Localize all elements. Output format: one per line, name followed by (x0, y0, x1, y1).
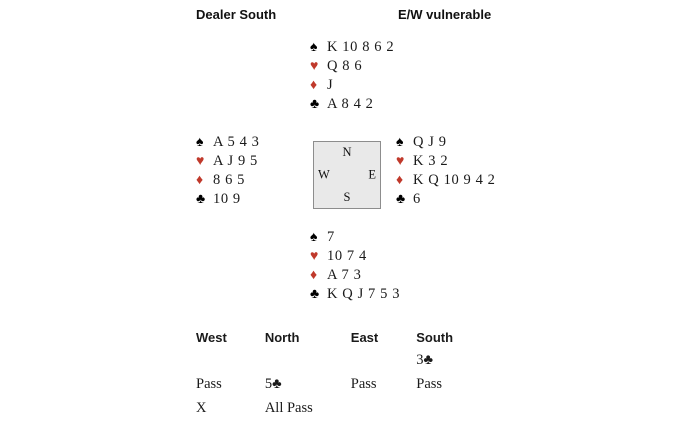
hand-east-hearts (396, 152, 496, 171)
hand-east-diamonds (396, 171, 496, 190)
club-icon: ♣ (310, 97, 320, 112)
spade-icon: ♠ (396, 135, 404, 150)
hand-south-hearts-cards: 10 7 4 (327, 248, 367, 264)
diamond-icon: ♦ (196, 173, 204, 188)
hand-south-clubs-cards: K Q J 7 5 3 (327, 286, 401, 302)
club-icon: ♣ (310, 287, 320, 302)
hand-north-spades-cards: K 10 8 6 2 (327, 39, 395, 55)
hand-west-clubs (196, 190, 260, 209)
hand-east-clubs-cards: 6 (413, 191, 421, 207)
hand-west-clubs-cards: 10 9 (213, 191, 241, 207)
diamond-icon: ♦ (396, 173, 404, 188)
auction-bid: 5♣ (264, 376, 282, 392)
heart-icon: ♥ (196, 154, 205, 169)
auction-row (196, 375, 453, 399)
auction-col-south: South (416, 330, 454, 345)
compass-south-label: S (343, 190, 351, 204)
hand-north-hearts (310, 57, 394, 76)
hand-east-hearts-cards: K 3 2 (413, 153, 449, 169)
hand-north-hearts-cards: Q 8 6 (327, 58, 363, 74)
auction-bid: Pass (416, 376, 443, 392)
hand-west-spades-cards: A 5 4 3 (213, 134, 260, 150)
hand-east-clubs (396, 190, 496, 209)
hand-south-spades (310, 228, 400, 247)
auction-col-west: West (196, 330, 227, 345)
diamond-icon: ♦ (310, 78, 318, 93)
compass-west-label: W (318, 167, 330, 182)
club-icon: ♣ (396, 192, 406, 207)
spade-icon: ♠ (310, 40, 318, 55)
vulnerability-label: E/W vulnerable (398, 7, 492, 22)
hand-south-diamonds-cards: A 7 3 (327, 267, 362, 283)
hand-west-diamonds (196, 171, 260, 190)
hand-west-diamonds-cards: 8 6 5 (213, 172, 245, 188)
hand-north-clubs-cards: A 8 4 2 (327, 96, 374, 112)
auction-bid (196, 351, 265, 375)
hand-south (310, 228, 400, 304)
auction-bid: All Pass (264, 400, 313, 416)
hand-west (196, 133, 260, 209)
auction-table (196, 330, 453, 423)
auction-bid: Pass (196, 376, 222, 392)
heart-icon: ♥ (310, 59, 319, 74)
hand-south-spades-cards: 7 (327, 229, 335, 245)
hand-south-clubs (310, 285, 400, 304)
auction-bid: 3♣ (416, 352, 434, 368)
hand-east-spades-cards: Q J 9 (413, 134, 447, 150)
auction-bid (351, 399, 416, 423)
hand-west-hearts-cards: A J 9 5 (213, 153, 258, 169)
auction-col-east: East (350, 330, 379, 345)
hand-east-diamonds-cards: K Q 10 9 4 2 (413, 172, 496, 188)
auction-row (196, 399, 453, 423)
heart-icon: ♥ (310, 249, 319, 264)
hand-north (310, 38, 394, 114)
heart-icon: ♥ (396, 154, 405, 169)
dealer-label: Dealer South (196, 7, 277, 22)
diamond-icon: ♦ (310, 268, 318, 283)
auction-bid (265, 351, 351, 375)
hand-north-spades (310, 38, 394, 57)
hand-south-diamonds (310, 266, 400, 285)
spade-icon: ♠ (310, 230, 318, 245)
hand-north-diamonds-cards: J (327, 77, 334, 93)
auction-row (196, 351, 453, 375)
hand-west-hearts (196, 152, 260, 171)
auction-bid (416, 399, 453, 423)
auction-bid: Pass (350, 376, 377, 392)
compass-north-label: N (342, 145, 352, 159)
auction-bid (351, 351, 416, 375)
club-icon: ♣ (196, 192, 206, 207)
hand-north-diamonds (310, 76, 394, 95)
auction-bid: X (196, 400, 207, 416)
hand-south-hearts (310, 247, 400, 266)
spade-icon: ♠ (196, 135, 204, 150)
auction-header-row (196, 330, 453, 351)
compass-box (313, 141, 381, 209)
auction-col-north: North (264, 330, 300, 345)
hand-east-spades (396, 133, 496, 152)
hand-north-clubs (310, 95, 394, 114)
hand-east (396, 133, 496, 209)
hand-west-spades (196, 133, 260, 152)
compass-east-label: E (368, 167, 376, 182)
